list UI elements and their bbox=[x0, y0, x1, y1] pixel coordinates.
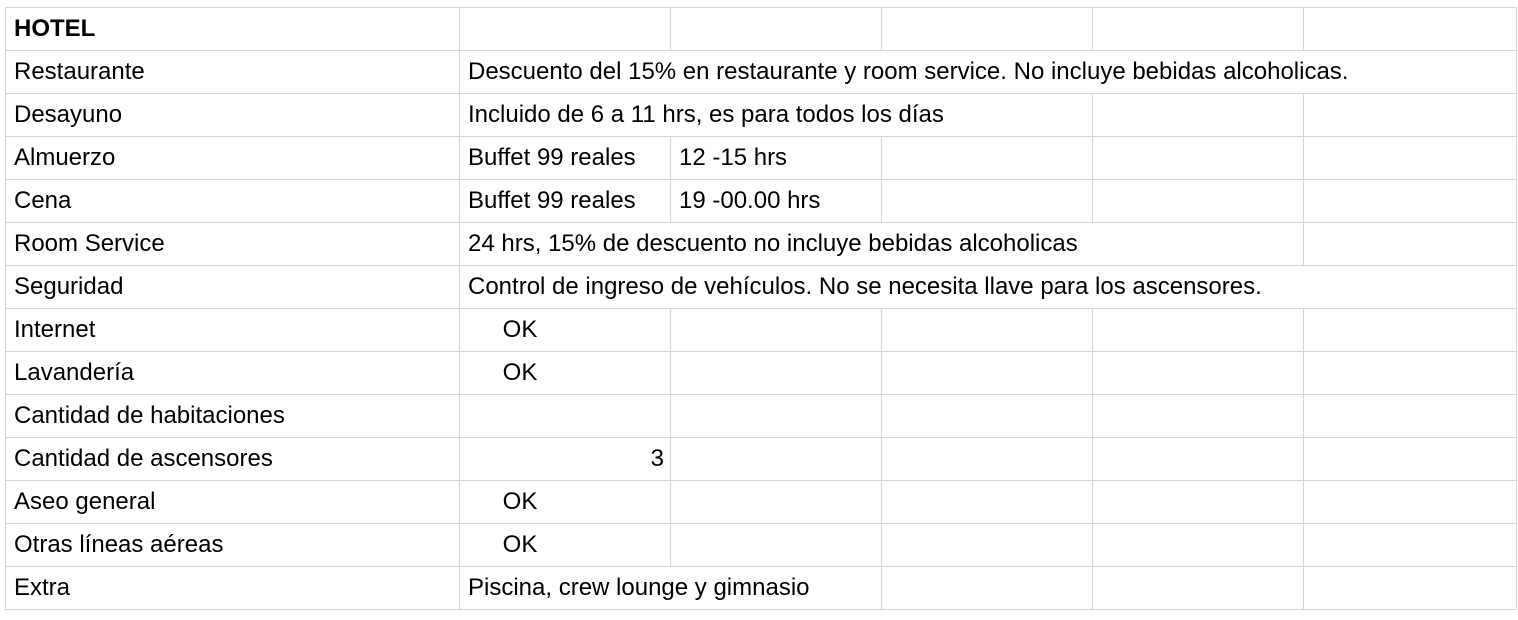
empty-cell[interactable] bbox=[671, 481, 882, 524]
row-label-cell[interactable]: Otras líneas aéreas bbox=[6, 524, 460, 567]
sheet-row-desayuno bbox=[6, 94, 1517, 137]
empty-cell[interactable] bbox=[1304, 524, 1517, 567]
sheet-title-cell[interactable]: HOTEL bbox=[6, 8, 460, 51]
row-label-cell[interactable]: Desayuno bbox=[6, 94, 460, 137]
sheet-row-cena bbox=[6, 180, 1517, 223]
row-value-cell[interactable]: OK bbox=[460, 524, 671, 567]
row-label-cell[interactable]: Cantidad de habitaciones bbox=[6, 395, 460, 438]
row-label-cell[interactable]: Room Service bbox=[6, 223, 460, 266]
empty-cell[interactable] bbox=[1093, 180, 1304, 223]
row-value-cell[interactable]: Buffet 99 reales bbox=[460, 137, 671, 180]
row-label-cell[interactable]: Internet bbox=[6, 309, 460, 352]
sheet-row-room-service bbox=[6, 223, 1517, 266]
row-label-cell[interactable]: Cantidad de ascensores bbox=[6, 438, 460, 481]
sheet-row-lavanderia bbox=[6, 352, 1517, 395]
empty-cell[interactable] bbox=[460, 8, 671, 51]
row-label-cell[interactable]: Almuerzo bbox=[6, 137, 460, 180]
empty-cell[interactable] bbox=[1304, 438, 1517, 481]
row-label-cell[interactable]: Seguridad bbox=[6, 266, 460, 309]
empty-cell[interactable] bbox=[671, 8, 882, 51]
sheet-row-seguridad bbox=[6, 266, 1517, 309]
empty-cell[interactable] bbox=[1093, 567, 1304, 610]
row-value-cell[interactable]: Control de ingreso de vehículos. No se necesita llave para los ascensores. bbox=[460, 266, 1517, 309]
sheet-row-restaurante bbox=[6, 51, 1517, 94]
row-value-cell[interactable]: Descuento del 15% en restaurante y room service. No incluye bebidas alcoholicas. bbox=[460, 51, 1517, 94]
empty-cell[interactable] bbox=[882, 8, 1093, 51]
spreadsheet-grid bbox=[5, 7, 1517, 610]
empty-cell[interactable] bbox=[882, 137, 1093, 180]
empty-cell[interactable] bbox=[671, 524, 882, 567]
empty-cell[interactable] bbox=[671, 309, 882, 352]
empty-cell[interactable] bbox=[671, 395, 882, 438]
empty-cell[interactable] bbox=[1093, 8, 1304, 51]
empty-cell[interactable] bbox=[1093, 524, 1304, 567]
empty-cell[interactable] bbox=[1093, 438, 1304, 481]
row-value-cell[interactable] bbox=[460, 395, 671, 438]
empty-cell[interactable] bbox=[1304, 137, 1517, 180]
empty-cell[interactable] bbox=[1093, 94, 1304, 137]
empty-cell[interactable] bbox=[1304, 309, 1517, 352]
empty-cell[interactable] bbox=[1304, 481, 1517, 524]
row-label-cell[interactable]: Extra bbox=[6, 567, 460, 610]
row-value-cell[interactable]: 24 hrs, 15% de descuento no incluye bebidas alcoholicas bbox=[460, 223, 1304, 266]
empty-cell[interactable] bbox=[1304, 223, 1517, 266]
row-label-cell[interactable]: Restaurante bbox=[6, 51, 460, 94]
sheet-row-extra bbox=[6, 567, 1517, 610]
empty-cell[interactable] bbox=[882, 567, 1093, 610]
empty-cell[interactable] bbox=[1093, 309, 1304, 352]
empty-cell[interactable] bbox=[1093, 395, 1304, 438]
empty-cell[interactable] bbox=[882, 352, 1093, 395]
sheet-row-habitaciones bbox=[6, 395, 1517, 438]
sheet-row-otras-lineas bbox=[6, 524, 1517, 567]
row-value-cell[interactable]: OK bbox=[460, 481, 671, 524]
empty-cell[interactable] bbox=[1304, 8, 1517, 51]
row-label-cell[interactable]: Cena bbox=[6, 180, 460, 223]
empty-cell[interactable] bbox=[882, 309, 1093, 352]
empty-cell[interactable] bbox=[882, 395, 1093, 438]
empty-cell[interactable] bbox=[882, 438, 1093, 481]
row-label-cell[interactable]: Aseo general bbox=[6, 481, 460, 524]
row-value-cell[interactable]: Incluido de 6 a 11 hrs, es para todos los días bbox=[460, 94, 1093, 137]
empty-cell[interactable] bbox=[882, 524, 1093, 567]
row-value-cell[interactable]: Piscina, crew lounge y gimnasio bbox=[460, 567, 882, 610]
empty-cell[interactable] bbox=[671, 438, 882, 481]
empty-cell[interactable] bbox=[1093, 481, 1304, 524]
row-value-cell[interactable]: OK bbox=[460, 309, 671, 352]
empty-cell[interactable] bbox=[1304, 94, 1517, 137]
empty-cell[interactable] bbox=[1093, 137, 1304, 180]
sheet-row-aseo bbox=[6, 481, 1517, 524]
row-value-cell[interactable]: Buffet 99 reales bbox=[460, 180, 671, 223]
empty-cell[interactable] bbox=[1304, 567, 1517, 610]
row-extra-cell[interactable]: 12 -15 hrs bbox=[671, 137, 882, 180]
sheet-row-ascensores bbox=[6, 438, 1517, 481]
empty-cell[interactable] bbox=[1304, 395, 1517, 438]
empty-cell[interactable] bbox=[671, 352, 882, 395]
empty-cell[interactable] bbox=[882, 180, 1093, 223]
sheet-row-title bbox=[6, 8, 1517, 51]
row-value-cell[interactable]: 3 bbox=[460, 438, 671, 481]
empty-cell[interactable] bbox=[1093, 352, 1304, 395]
row-extra-cell[interactable]: 19 -00.00 hrs bbox=[671, 180, 882, 223]
sheet-row-almuerzo bbox=[6, 137, 1517, 180]
row-value-cell[interactable]: OK bbox=[460, 352, 671, 395]
empty-cell[interactable] bbox=[882, 481, 1093, 524]
sheet-row-internet bbox=[6, 309, 1517, 352]
row-label-cell[interactable]: Lavandería bbox=[6, 352, 460, 395]
empty-cell[interactable] bbox=[1304, 352, 1517, 395]
empty-cell[interactable] bbox=[1304, 180, 1517, 223]
